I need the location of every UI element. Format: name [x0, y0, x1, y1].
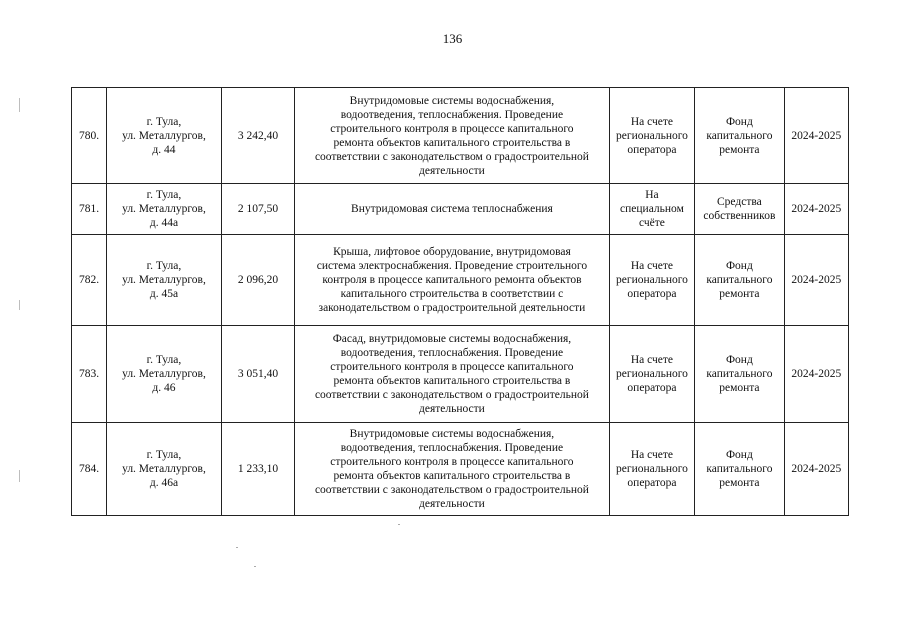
- row-number-cell: 783.: [72, 326, 107, 423]
- scan-dot: [398, 524, 400, 525]
- funding-cell: Фонд капитального ремонта: [695, 326, 784, 423]
- table-row: [72, 235, 849, 326]
- address-cell: г. Тула, ул. Металлургов, д. 44: [107, 88, 222, 184]
- scan-mark: [19, 98, 20, 112]
- area-cell: 3 051,40: [221, 326, 294, 423]
- row-number-cell: 781.: [72, 184, 107, 235]
- table-row: [72, 88, 849, 184]
- row-number-cell: 784.: [72, 423, 107, 516]
- period-cell: 2024-2025: [784, 88, 848, 184]
- account-cell: На счете регионального оператора: [609, 235, 694, 326]
- address-cell: г. Тула, ул. Металлургов, д. 46а: [107, 423, 222, 516]
- scan-mark: [19, 470, 20, 482]
- area-cell: 1 233,10: [221, 423, 294, 516]
- area-cell: 2 096,20: [221, 235, 294, 326]
- row-number-cell: 782.: [72, 235, 107, 326]
- row-number-cell: 780.: [72, 88, 107, 184]
- scan-dot: [236, 547, 238, 548]
- period-cell: 2024-2025: [784, 326, 848, 423]
- funding-cell: Фонд капитального ремонта: [695, 235, 784, 326]
- scan-mark: [19, 300, 20, 310]
- works-cell: Внутридомовые системы водоснабжения, водоотведения, теплоснабжения. Проведение строительного контроля в процессе капитального ремонта объектов капитального строительства в соответствии с законодательством о градостроительной деятельности: [295, 88, 610, 184]
- account-cell: На специальном счёте: [609, 184, 694, 235]
- account-cell: На счете регионального оператора: [609, 88, 694, 184]
- account-cell: На счете регионального оператора: [609, 423, 694, 516]
- table-row: [72, 184, 849, 235]
- address-cell: г. Тула, ул. Металлургов, д. 44а: [107, 184, 222, 235]
- scan-dot: [254, 566, 256, 567]
- table-row: [72, 326, 849, 423]
- period-cell: 2024-2025: [784, 423, 848, 516]
- page-number: 136: [442, 31, 463, 46]
- funding-cell: Фонд капитального ремонта: [695, 423, 784, 516]
- funding-cell: Фонд капитального ремонта: [695, 88, 784, 184]
- works-cell: Внутридомовая система теплоснабжения: [295, 184, 610, 235]
- account-cell: На счете регионального оператора: [609, 326, 694, 423]
- works-cell: Внутридомовые системы водоснабжения, водоотведения, теплоснабжения. Проведение строительного контроля в процессе капитального ремонта объектов капитального строительства в соответствии с законодательством о градостроительной деятельности: [295, 423, 610, 516]
- period-cell: 2024-2025: [784, 235, 848, 326]
- area-cell: 3 242,40: [221, 88, 294, 184]
- address-cell: г. Тула, ул. Металлургов, д. 46: [107, 326, 222, 423]
- period-cell: 2024-2025: [784, 184, 848, 235]
- address-cell: г. Тула, ул. Металлургов, д. 45а: [107, 235, 222, 326]
- area-cell: 2 107,50: [221, 184, 294, 235]
- funding-cell: Средства собственников: [695, 184, 784, 235]
- works-cell: Фасад, внутридомовые системы водоснабжения, водоотведения, теплоснабжения. Проведение строительного контроля в процессе капитального ремонта объектов капитального строительства в соответствии с законодательством о градостроительной деятельности: [295, 326, 610, 423]
- works-cell: Крыша, лифтовое оборудование, внутридомовая система электроснабжения. Проведение строительного контроля в процессе капитального ремонта объектов капитального строительства в соответствии с законодательством о градостроительной деятельности: [295, 235, 610, 326]
- table-row: [72, 423, 849, 516]
- registry-table: [71, 87, 849, 516]
